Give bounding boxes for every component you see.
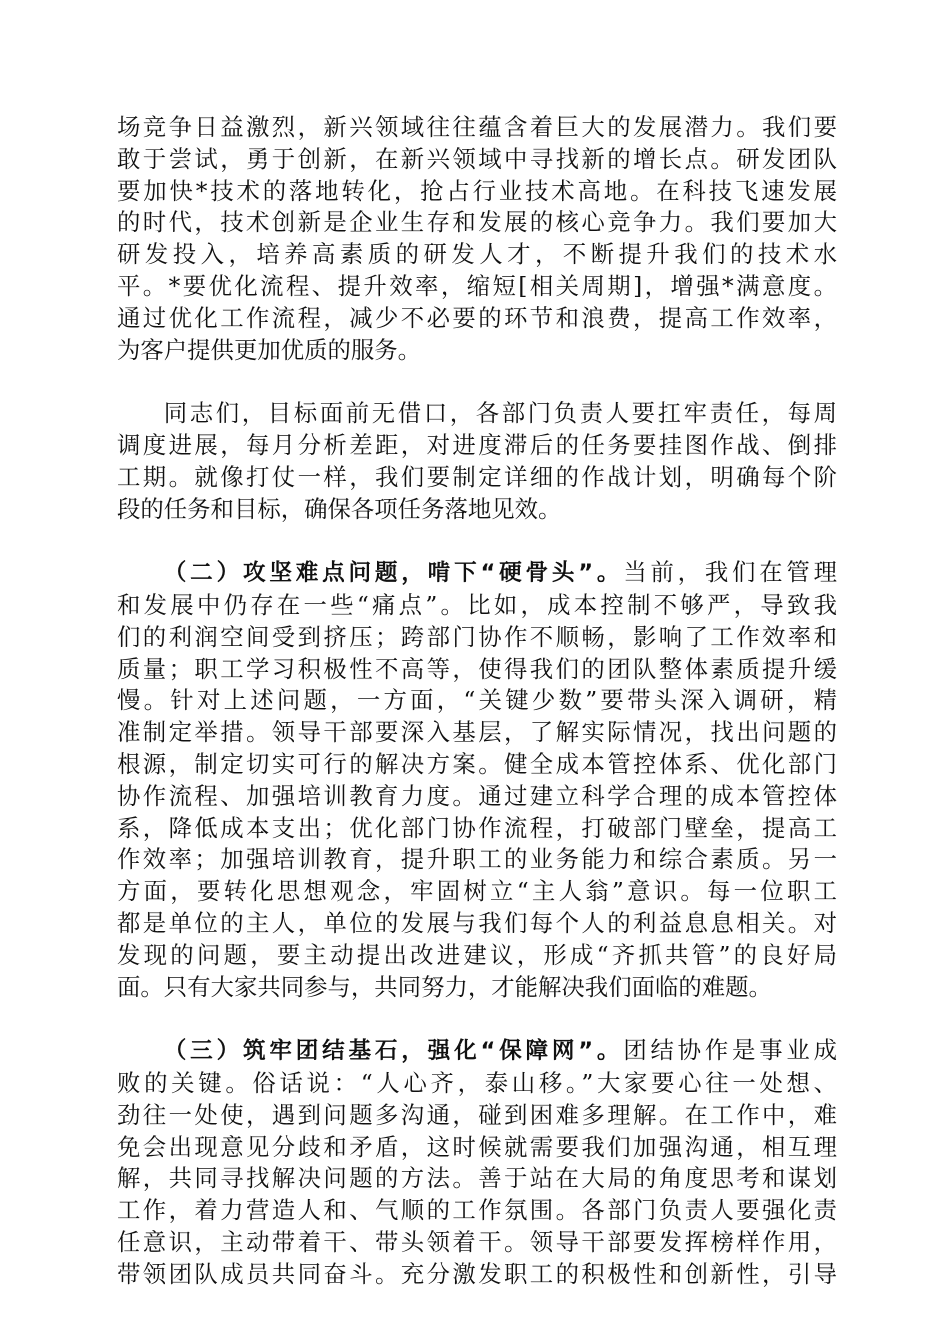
text-line: 平。*要优化流程、提升效率，缩短[相关周期]，增强*满意度。 [117, 271, 837, 300]
section-heading: （二）攻坚难点问题，啃下“硬骨头”。 [163, 560, 624, 587]
text-line: 系，降低成本支出；优化部门协作流程，打破部门壁垒，提高工 [117, 813, 837, 842]
text-line [117, 1035, 837, 1068]
text-line: 发现的问题，要主动提出改进建议，形成“齐抓共管”的良好局 [117, 940, 837, 969]
text-line: 工期。就像打仗一样，我们要制定详细的作战计划，明确每个阶 [117, 462, 837, 491]
text-line: 任意识，主动带着干、带头领着干。领导干部要发挥榜样作用， [117, 1227, 837, 1256]
text-line: 都是单位的主人，单位的发展与我们每个人的利益息息相关。对 [117, 908, 837, 937]
text-line: 根源，制定切实可行的解决方案。健全成本管控体系、优化部门 [117, 749, 837, 778]
text-line [117, 557, 837, 590]
text-line: 败的关键。俗话说：“人心齐，泰山移。”大家要心往一处想、 [117, 1068, 837, 1097]
text-line: 准制定举措。领导干部要深入基层，了解实际情况，找出问题的 [117, 718, 837, 747]
section-heading: （三）筑牢团结基石，强化“保障网”。 [163, 1038, 624, 1065]
text-line: 协作流程、加强培训教育力度。通过建立科学合理的成本管控体 [117, 781, 837, 810]
text-line: 作效率；加强培训教育，提升职工的业务能力和综合素质。另一 [117, 845, 837, 874]
text-run: 当前，我们在管理 [623, 558, 838, 587]
text-line: 调度进展，每月分析差距，对进度滞后的任务要挂图作战、倒排 [117, 430, 837, 459]
paragraph-2 [117, 398, 837, 525]
text-line: 要加快*技术的落地转化，抢占行业技术高地。在科技飞速发展 [117, 176, 837, 205]
text-run: 团结协作是事业成 [623, 1036, 838, 1065]
text-line: 段的任务和目标，确保各项任务落地见效。 [117, 494, 562, 523]
paragraph-4 [117, 1035, 837, 1290]
text-line: 研发投入，培养高素质的研发人才，不断提升我们的技术水 [117, 240, 837, 269]
paragraph-3 [117, 557, 837, 1003]
text-line: 为客户提供更加优质的服务。 [117, 335, 422, 364]
text-line: 敢于尝试，勇于创新，在新兴领域中寻找新的增长点。研发团队 [117, 144, 837, 173]
text-line: 的时代，技术创新是企业生存和发展的核心竞争力。我们要加大 [117, 208, 837, 237]
text-line: 带领团队成员共同奋斗。充分激发职工的积极性和创新性，引导 [117, 1259, 837, 1288]
text-line: 面。只有大家共同参与，共同努力，才能解决我们面临的难题。 [117, 972, 772, 1001]
document-page [117, 112, 837, 1322]
text-line: 工作，着力营造人和、气顺的工作氛围。各部门负责人要强化责 [117, 1196, 837, 1225]
text-line: 同志们，目标面前无借口，各部门负责人要扛牢责任，每周 [163, 399, 837, 428]
paragraph-1 [117, 112, 837, 366]
text-line: 和发展中仍存在一些“痛点”。比如，成本控制不够严，导致我 [117, 590, 837, 619]
text-line: 们的利润空间受到挤压；跨部门协作不顺畅，影响了工作效率和 [117, 622, 837, 651]
text-line: 劲往一处使，遇到问题多沟通，碰到困难多理解。在工作中，难 [117, 1100, 837, 1129]
text-line: 解，共同寻找解决问题的方法。善于站在大局的角度思考和谋划 [117, 1164, 837, 1193]
text-line: 免会出现意见分歧和矛盾，这时候就需要我们加强沟通，相互理 [117, 1132, 837, 1161]
text-line: 慢。针对上述问题，一方面，“关键少数”要带头深入调研，精 [117, 686, 837, 715]
text-line: 场竞争日益激烈，新兴领域往往蕴含着巨大的发展潜力。我们要 [117, 113, 837, 141]
text-line: 方面，要转化思想观念，牢固树立“主人翁”意识。每一位职工 [117, 877, 837, 906]
text-line: 质量；职工学习积极性不高等，使得我们的团队整体素质提升缓 [117, 654, 837, 683]
text-line: 通过优化工作流程，减少不必要的环节和浪费，提高工作效率， [117, 303, 837, 332]
